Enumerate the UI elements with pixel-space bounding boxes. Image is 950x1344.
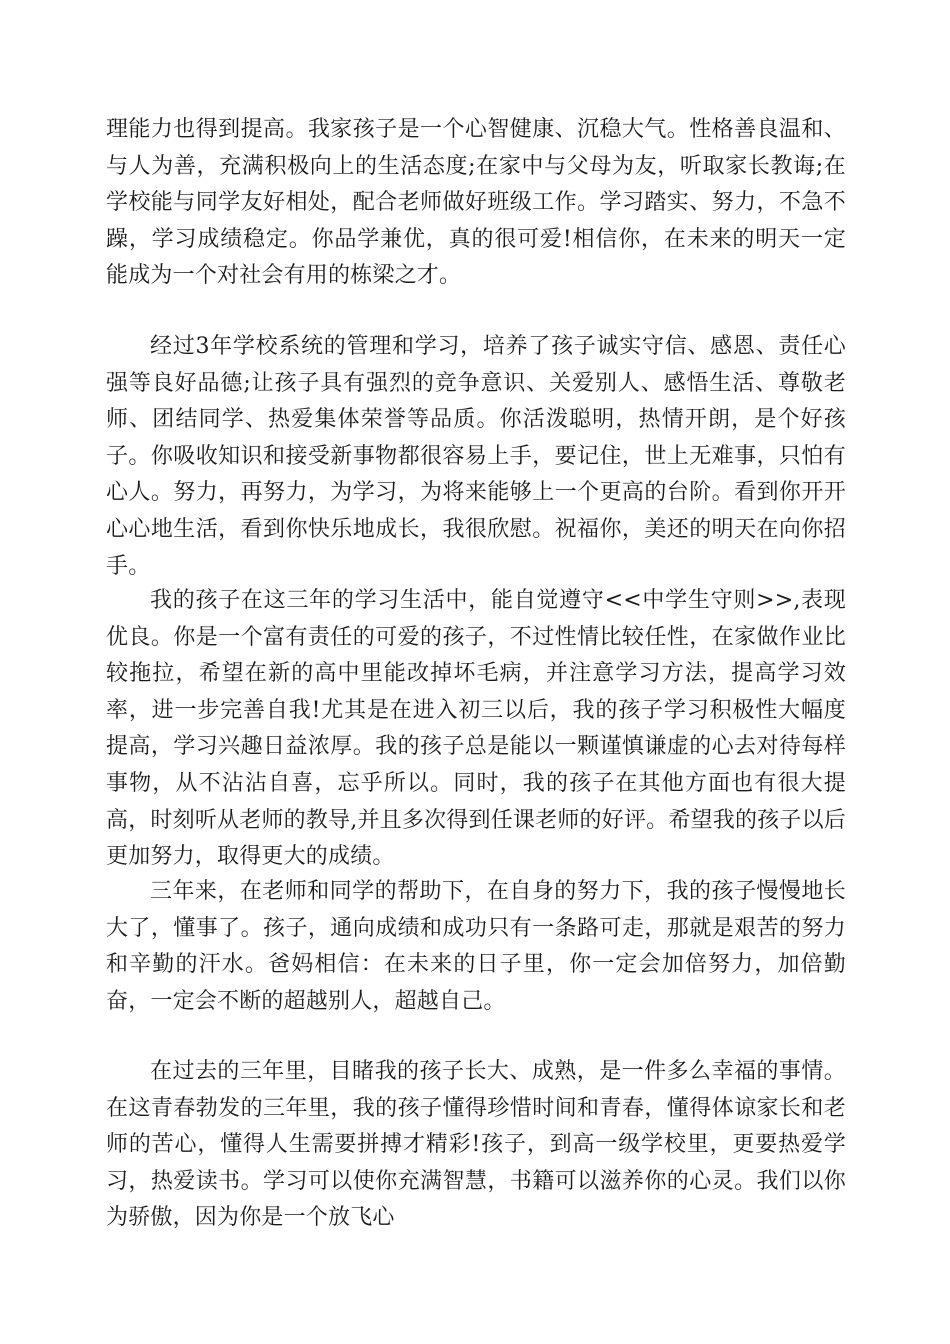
paragraph-continued: 理能力也得到提高。我家孩子是一个心智健康、沉稳大气。性格善良温和、与人为善，充满积极向上的生活态度;在家中与父母为友，听取家长教诲;在学校能与同学友好相处，配合老师做好班级工作。学习踏实、努力，不急不躁，学习成绩稳定。你品学兼优，真的很可爱!相信你，在未来的明天一定能成为一个对社会有用的栋梁之才。 xyxy=(106,117,846,289)
paragraph: 三年来，在老师和同学的帮助下，在自身的努力下，我的孩子慢慢地长大了，懂事了。孩子，通向成绩和成功只有一条路可走，那就是艰苦的努力和辛勤的汗水。爸妈相信：在未来的日子里，你一定会加倍努力，加倍勤奋，一定会不断的超越别人，超越自己。 xyxy=(106,879,846,1014)
paragraph: 经过3年学校系统的管理和学习，培养了孩子诚实守信、感恩、责任心强等良好品德;让孩子具有强烈的竞争意识、关爱别人、感悟生活、尊敬老师、团结同学、热爱集体荣誉等品质。你活泼聪明，热情开朗，是个好孩子。你吸收知识和接受新事物都很容易上手，要记住，世上无难事，只怕有心人。努力，再努力，为学习，为将来能够上一个更高的台阶。看到你开开心心地生活，看到你快乐地成长，我很欣慰。祝福你，美还的明天在向你招手。 xyxy=(106,334,846,579)
paragraph: 在过去的三年里，目睹我的孩子长大、成熟，是一件多么幸福的事情。在这青春勃发的三年里，我的孩子懂得珍惜时间和青春，懂得体谅家长和老师的苦心，懂得人生需要拼搏才精彩!孩子，到高一级学校里，更要热爱学习，热爱读书。学习可以使你充满智慧，书籍可以滋养你的心灵。我们以你为骄傲，因为你是一个放飞心 xyxy=(106,1059,846,1231)
paragraph: 我的孩子在这三年的学习生活中，能自觉遵守<<中学生守则>>,表现优良。你是一个富有责任的可爱的孩子，不过性情比较任性，在家做作业比较拖拉，希望在新的高中里能改掉坏毛病，并注意学习方法，提高学习效率，进一步完善自我!尤其是在进入初三以后，我的孩子学习积极性大幅度提高，学习兴趣日益浓厚。我的孩子总是能以一颗谨慎谦虚的心去对待每样事物，从不沾沾自喜，忘乎所以。同时，我的孩子在其他方面也有很大提高，时刻听从老师的教导,并且多次得到任课老师的好评。希望我的孩子以后更加努力，取得更大的成绩。 xyxy=(106,588,846,870)
